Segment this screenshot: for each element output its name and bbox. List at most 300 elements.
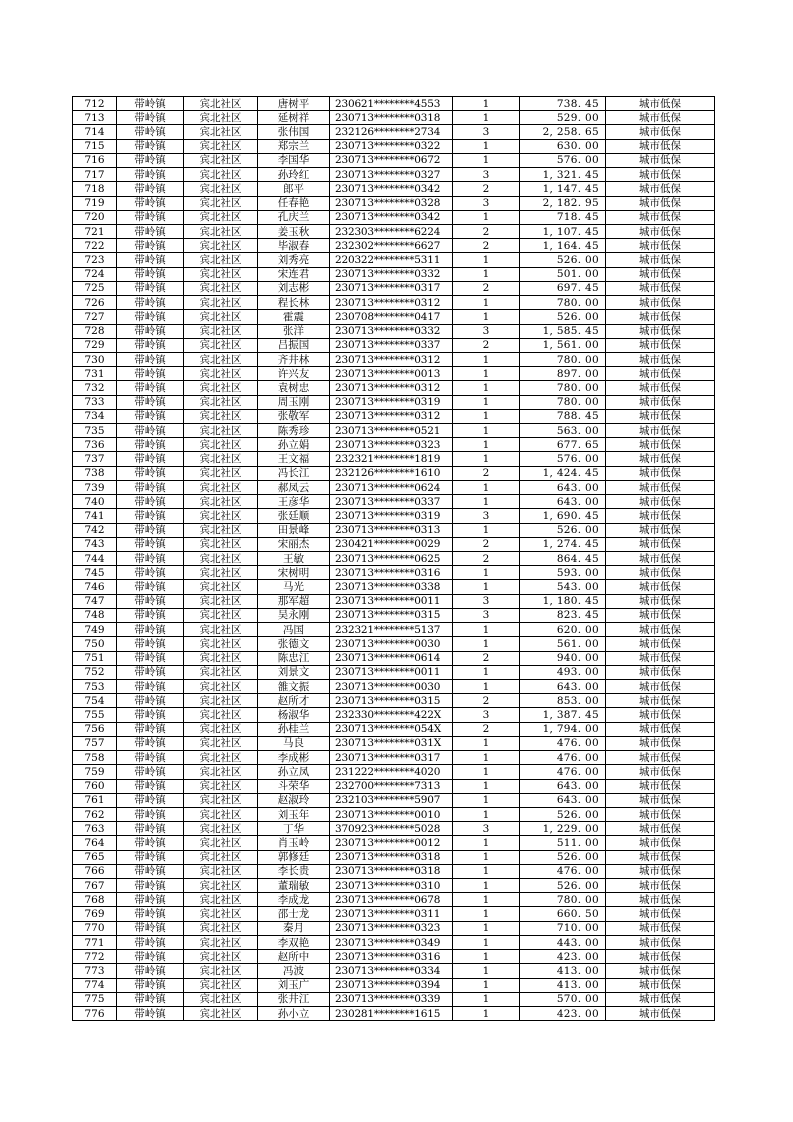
id-number-cell: 230421********0029 bbox=[330, 537, 453, 551]
amount-cell: 643. 00 bbox=[520, 480, 606, 494]
amount-cell: 660. 50 bbox=[520, 907, 606, 921]
assistance-type-cell: 城市低保 bbox=[606, 751, 715, 765]
name-cell: 赵所才 bbox=[258, 694, 330, 708]
id-number-cell: 230713********0672 bbox=[330, 153, 453, 167]
name-cell: 冯波 bbox=[258, 964, 330, 978]
id-number-cell: 230713********0337 bbox=[330, 338, 453, 352]
name-cell: 董瑞敏 bbox=[258, 879, 330, 893]
amount-cell: 413. 00 bbox=[520, 964, 606, 978]
community-cell: 宾北社区 bbox=[184, 111, 258, 125]
community-cell: 宾北社区 bbox=[184, 566, 258, 580]
table-row bbox=[73, 651, 715, 665]
row-number-cell: 748 bbox=[73, 608, 117, 622]
name-cell: 宋树明 bbox=[258, 566, 330, 580]
household-size-cell: 1 bbox=[453, 637, 520, 651]
community-cell: 宾北社区 bbox=[184, 310, 258, 324]
assistance-type-cell: 城市低保 bbox=[606, 210, 715, 224]
row-number-cell: 721 bbox=[73, 224, 117, 238]
row-number-cell: 751 bbox=[73, 651, 117, 665]
table-row bbox=[73, 935, 715, 949]
assistance-type-cell: 城市低保 bbox=[606, 651, 715, 665]
table-row bbox=[73, 793, 715, 807]
assistance-type-cell: 城市低保 bbox=[606, 950, 715, 964]
household-size-cell: 1 bbox=[453, 452, 520, 466]
name-cell: 郎平 bbox=[258, 182, 330, 196]
row-number-cell: 776 bbox=[73, 1007, 117, 1021]
amount-cell: 423. 00 bbox=[520, 950, 606, 964]
community-cell: 宾北社区 bbox=[184, 1007, 258, 1021]
table-row bbox=[73, 594, 715, 608]
name-cell: 杨淑华 bbox=[258, 708, 330, 722]
row-number-cell: 726 bbox=[73, 296, 117, 310]
id-number-cell: 230713********0312 bbox=[330, 409, 453, 423]
id-number-cell: 230713********0317 bbox=[330, 281, 453, 295]
name-cell: 张敬军 bbox=[258, 409, 330, 423]
row-number-cell: 736 bbox=[73, 438, 117, 452]
community-cell: 宾北社区 bbox=[184, 97, 258, 111]
table-row bbox=[73, 608, 715, 622]
row-number-cell: 745 bbox=[73, 566, 117, 580]
id-number-cell: 230713********0317 bbox=[330, 751, 453, 765]
household-size-cell: 1 bbox=[453, 935, 520, 949]
town-cell: 带岭镇 bbox=[117, 793, 184, 807]
community-cell: 宾北社区 bbox=[184, 509, 258, 523]
amount-cell: 526. 00 bbox=[520, 310, 606, 324]
household-size-cell: 2 bbox=[453, 651, 520, 665]
row-number-cell: 741 bbox=[73, 509, 117, 523]
community-cell: 宾北社区 bbox=[184, 537, 258, 551]
assistance-type-cell: 城市低保 bbox=[606, 566, 715, 580]
name-cell: 孙玲红 bbox=[258, 168, 330, 182]
name-cell: 秦月 bbox=[258, 921, 330, 935]
community-cell: 宾北社区 bbox=[184, 637, 258, 651]
id-number-cell: 230713********0338 bbox=[330, 580, 453, 594]
row-number-cell: 718 bbox=[73, 182, 117, 196]
community-cell: 宾北社区 bbox=[184, 239, 258, 253]
amount-cell: 576. 00 bbox=[520, 452, 606, 466]
town-cell: 带岭镇 bbox=[117, 139, 184, 153]
id-number-cell: 230713********0319 bbox=[330, 395, 453, 409]
household-size-cell: 1 bbox=[453, 253, 520, 267]
assistance-type-cell: 城市低保 bbox=[606, 1007, 715, 1021]
table-row bbox=[73, 537, 715, 551]
name-cell: 张伟国 bbox=[258, 125, 330, 139]
assistance-type-cell: 城市低保 bbox=[606, 509, 715, 523]
household-size-cell: 1 bbox=[453, 310, 520, 324]
assistance-type-cell: 城市低保 bbox=[606, 679, 715, 693]
row-number-cell: 734 bbox=[73, 409, 117, 423]
town-cell: 带岭镇 bbox=[117, 409, 184, 423]
town-cell: 带岭镇 bbox=[117, 1007, 184, 1021]
id-number-cell: 370923********5028 bbox=[330, 822, 453, 836]
table-row bbox=[73, 352, 715, 366]
assistance-type-cell: 城市低保 bbox=[606, 978, 715, 992]
table-row bbox=[73, 281, 715, 295]
town-cell: 带岭镇 bbox=[117, 239, 184, 253]
household-size-cell: 3 bbox=[453, 196, 520, 210]
household-size-cell: 1 bbox=[453, 153, 520, 167]
assistance-type-cell: 城市低保 bbox=[606, 935, 715, 949]
id-number-cell: 230713********0328 bbox=[330, 196, 453, 210]
assistance-type-cell: 城市低保 bbox=[606, 523, 715, 537]
community-cell: 宾北社区 bbox=[184, 139, 258, 153]
assistance-type-cell: 城市低保 bbox=[606, 395, 715, 409]
name-cell: 孔庆兰 bbox=[258, 210, 330, 224]
town-cell: 带岭镇 bbox=[117, 594, 184, 608]
table-row bbox=[73, 395, 715, 409]
town-cell: 带岭镇 bbox=[117, 424, 184, 438]
amount-cell: 788. 45 bbox=[520, 409, 606, 423]
id-number-cell: 230713********0678 bbox=[330, 893, 453, 907]
amount-cell: 476. 00 bbox=[520, 751, 606, 765]
row-number-cell: 765 bbox=[73, 850, 117, 864]
assistance-type-cell: 城市低保 bbox=[606, 253, 715, 267]
row-number-cell: 750 bbox=[73, 637, 117, 651]
id-number-cell: 230713********0318 bbox=[330, 864, 453, 878]
town-cell: 带岭镇 bbox=[117, 879, 184, 893]
household-size-cell: 1 bbox=[453, 523, 520, 537]
name-cell: 肖玉岭 bbox=[258, 836, 330, 850]
amount-cell: 643. 00 bbox=[520, 793, 606, 807]
table-row bbox=[73, 907, 715, 921]
household-size-cell: 1 bbox=[453, 296, 520, 310]
community-cell: 宾北社区 bbox=[184, 893, 258, 907]
table-row bbox=[73, 694, 715, 708]
assistance-type-cell: 城市低保 bbox=[606, 424, 715, 438]
household-size-cell: 1 bbox=[453, 751, 520, 765]
community-cell: 宾北社区 bbox=[184, 495, 258, 509]
town-cell: 带岭镇 bbox=[117, 637, 184, 651]
id-number-cell: 232700********7313 bbox=[330, 779, 453, 793]
id-number-cell: 232321********5137 bbox=[330, 623, 453, 637]
town-cell: 带岭镇 bbox=[117, 921, 184, 935]
community-cell: 宾北社区 bbox=[184, 125, 258, 139]
row-number-cell: 774 bbox=[73, 978, 117, 992]
table-row bbox=[73, 253, 715, 267]
table-row bbox=[73, 509, 715, 523]
household-size-cell: 3 bbox=[453, 125, 520, 139]
id-number-cell: 232321********1819 bbox=[330, 452, 453, 466]
assistance-type-cell: 城市低保 bbox=[606, 352, 715, 366]
name-cell: 赵淑玲 bbox=[258, 793, 330, 807]
amount-cell: 1, 274. 45 bbox=[520, 537, 606, 551]
assistance-type-cell: 城市低保 bbox=[606, 893, 715, 907]
community-cell: 宾北社区 bbox=[184, 921, 258, 935]
name-cell: 田景峰 bbox=[258, 523, 330, 537]
community-cell: 宾北社区 bbox=[184, 424, 258, 438]
table-row bbox=[73, 224, 715, 238]
amount-cell: 780. 00 bbox=[520, 893, 606, 907]
name-cell: 丁华 bbox=[258, 822, 330, 836]
name-cell: 孙桂兰 bbox=[258, 722, 330, 736]
table-row bbox=[73, 822, 715, 836]
table-row bbox=[73, 679, 715, 693]
assistance-type-cell: 城市低保 bbox=[606, 822, 715, 836]
community-cell: 宾北社区 bbox=[184, 224, 258, 238]
town-cell: 带岭镇 bbox=[117, 537, 184, 551]
town-cell: 带岭镇 bbox=[117, 267, 184, 281]
household-size-cell: 1 bbox=[453, 139, 520, 153]
name-cell: 王文福 bbox=[258, 452, 330, 466]
amount-cell: 853. 00 bbox=[520, 694, 606, 708]
row-number-cell: 739 bbox=[73, 480, 117, 494]
id-number-cell: 230713********0332 bbox=[330, 267, 453, 281]
table-row bbox=[73, 722, 715, 736]
community-cell: 宾北社区 bbox=[184, 651, 258, 665]
assistance-type-cell: 城市低保 bbox=[606, 637, 715, 651]
row-number-cell: 732 bbox=[73, 381, 117, 395]
community-cell: 宾北社区 bbox=[184, 182, 258, 196]
town-cell: 带岭镇 bbox=[117, 296, 184, 310]
name-cell: 袁树忠 bbox=[258, 381, 330, 395]
amount-cell: 643. 00 bbox=[520, 679, 606, 693]
row-number-cell: 727 bbox=[73, 310, 117, 324]
id-number-cell: 230713********0339 bbox=[330, 992, 453, 1006]
town-cell: 带岭镇 bbox=[117, 310, 184, 324]
community-cell: 宾北社区 bbox=[184, 708, 258, 722]
name-cell: 邵士龙 bbox=[258, 907, 330, 921]
household-size-cell: 1 bbox=[453, 964, 520, 978]
assistance-type-cell: 城市低保 bbox=[606, 239, 715, 253]
id-number-cell: 230713********0012 bbox=[330, 836, 453, 850]
row-number-cell: 767 bbox=[73, 879, 117, 893]
community-cell: 宾北社区 bbox=[184, 267, 258, 281]
id-number-cell: 230713********0316 bbox=[330, 566, 453, 580]
row-number-cell: 714 bbox=[73, 125, 117, 139]
table-body bbox=[73, 97, 715, 1021]
name-cell: 斗荣华 bbox=[258, 779, 330, 793]
table-row bbox=[73, 566, 715, 580]
row-number-cell: 764 bbox=[73, 836, 117, 850]
row-number-cell: 763 bbox=[73, 822, 117, 836]
row-number-cell: 757 bbox=[73, 736, 117, 750]
table-row bbox=[73, 552, 715, 566]
row-number-cell: 735 bbox=[73, 424, 117, 438]
household-size-cell: 1 bbox=[453, 992, 520, 1006]
town-cell: 带岭镇 bbox=[117, 679, 184, 693]
name-cell: 郝凤云 bbox=[258, 480, 330, 494]
row-number-cell: 768 bbox=[73, 893, 117, 907]
amount-cell: 940. 00 bbox=[520, 651, 606, 665]
table-row bbox=[73, 466, 715, 480]
household-size-cell: 1 bbox=[453, 679, 520, 693]
community-cell: 宾北社区 bbox=[184, 452, 258, 466]
row-number-cell: 775 bbox=[73, 992, 117, 1006]
household-size-cell: 2 bbox=[453, 466, 520, 480]
community-cell: 宾北社区 bbox=[184, 793, 258, 807]
assistance-type-cell: 城市低保 bbox=[606, 97, 715, 111]
amount-cell: 511. 00 bbox=[520, 836, 606, 850]
amount-cell: 710. 00 bbox=[520, 921, 606, 935]
community-cell: 宾北社区 bbox=[184, 964, 258, 978]
amount-cell: 780. 00 bbox=[520, 352, 606, 366]
id-number-cell: 230713********0312 bbox=[330, 381, 453, 395]
name-cell: 毕淑春 bbox=[258, 239, 330, 253]
household-size-cell: 3 bbox=[453, 708, 520, 722]
town-cell: 带岭镇 bbox=[117, 224, 184, 238]
town-cell: 带岭镇 bbox=[117, 352, 184, 366]
table-row bbox=[73, 438, 715, 452]
amount-cell: 780. 00 bbox=[520, 296, 606, 310]
household-size-cell: 1 bbox=[453, 893, 520, 907]
household-size-cell: 1 bbox=[453, 793, 520, 807]
name-cell: 任春艳 bbox=[258, 196, 330, 210]
town-cell: 带岭镇 bbox=[117, 168, 184, 182]
amount-cell: 1, 164. 45 bbox=[520, 239, 606, 253]
name-cell: 刘志彬 bbox=[258, 281, 330, 295]
community-cell: 宾北社区 bbox=[184, 736, 258, 750]
household-size-cell: 3 bbox=[453, 822, 520, 836]
household-size-cell: 1 bbox=[453, 907, 520, 921]
id-number-cell: 230713********0625 bbox=[330, 552, 453, 566]
table-row bbox=[73, 168, 715, 182]
id-number-cell: 232330********422X bbox=[330, 708, 453, 722]
id-number-cell: 230713********0030 bbox=[330, 679, 453, 693]
amount-cell: 593. 00 bbox=[520, 566, 606, 580]
id-number-cell: 230713********0394 bbox=[330, 978, 453, 992]
amount-cell: 1, 585. 45 bbox=[520, 324, 606, 338]
table-row bbox=[73, 523, 715, 537]
row-number-cell: 772 bbox=[73, 950, 117, 964]
town-cell: 带岭镇 bbox=[117, 523, 184, 537]
community-cell: 宾北社区 bbox=[184, 623, 258, 637]
amount-cell: 493. 00 bbox=[520, 665, 606, 679]
household-size-cell: 1 bbox=[453, 978, 520, 992]
town-cell: 带岭镇 bbox=[117, 992, 184, 1006]
town-cell: 带岭镇 bbox=[117, 864, 184, 878]
assistance-type-cell: 城市低保 bbox=[606, 879, 715, 893]
assistance-type-cell: 城市低保 bbox=[606, 623, 715, 637]
row-number-cell: 769 bbox=[73, 907, 117, 921]
row-number-cell: 722 bbox=[73, 239, 117, 253]
community-cell: 宾北社区 bbox=[184, 864, 258, 878]
id-number-cell: 230713********0011 bbox=[330, 594, 453, 608]
table-row bbox=[73, 921, 715, 935]
assistance-type-cell: 城市低保 bbox=[606, 466, 715, 480]
row-number-cell: 743 bbox=[73, 537, 117, 551]
table-row bbox=[73, 708, 715, 722]
community-cell: 宾北社区 bbox=[184, 836, 258, 850]
household-size-cell: 3 bbox=[453, 594, 520, 608]
row-number-cell: 717 bbox=[73, 168, 117, 182]
household-size-cell: 1 bbox=[453, 879, 520, 893]
name-cell: 宋连君 bbox=[258, 267, 330, 281]
table-row bbox=[73, 950, 715, 964]
row-number-cell: 746 bbox=[73, 580, 117, 594]
id-number-cell: 230713********0312 bbox=[330, 352, 453, 366]
table-row bbox=[73, 964, 715, 978]
amount-cell: 423. 00 bbox=[520, 1007, 606, 1021]
assistance-type-cell: 城市低保 bbox=[606, 694, 715, 708]
community-cell: 宾北社区 bbox=[184, 395, 258, 409]
table-row bbox=[73, 97, 715, 111]
row-number-cell: 724 bbox=[73, 267, 117, 281]
town-cell: 带岭镇 bbox=[117, 893, 184, 907]
town-cell: 带岭镇 bbox=[117, 281, 184, 295]
assistance-type-cell: 城市低保 bbox=[606, 224, 715, 238]
name-cell: 李成龙 bbox=[258, 893, 330, 907]
relief-roster-table bbox=[72, 96, 715, 1021]
community-cell: 宾北社区 bbox=[184, 466, 258, 480]
community-cell: 宾北社区 bbox=[184, 296, 258, 310]
amount-cell: 526. 00 bbox=[520, 523, 606, 537]
household-size-cell: 1 bbox=[453, 352, 520, 366]
row-number-cell: 733 bbox=[73, 395, 117, 409]
id-number-cell: 230713********031X bbox=[330, 736, 453, 750]
id-number-cell: 232103********5907 bbox=[330, 793, 453, 807]
id-number-cell: 232126********1610 bbox=[330, 466, 453, 480]
amount-cell: 501. 00 bbox=[520, 267, 606, 281]
household-size-cell: 2 bbox=[453, 694, 520, 708]
row-number-cell: 766 bbox=[73, 864, 117, 878]
town-cell: 带岭镇 bbox=[117, 779, 184, 793]
town-cell: 带岭镇 bbox=[117, 324, 184, 338]
name-cell: 李国华 bbox=[258, 153, 330, 167]
amount-cell: 864. 45 bbox=[520, 552, 606, 566]
assistance-type-cell: 城市低保 bbox=[606, 708, 715, 722]
household-size-cell: 1 bbox=[453, 111, 520, 125]
amount-cell: 738. 45 bbox=[520, 97, 606, 111]
town-cell: 带岭镇 bbox=[117, 736, 184, 750]
id-number-cell: 232302********6627 bbox=[330, 239, 453, 253]
id-number-cell: 230713********0327 bbox=[330, 168, 453, 182]
id-number-cell: 230713********0332 bbox=[330, 324, 453, 338]
amount-cell: 630. 00 bbox=[520, 139, 606, 153]
town-cell: 带岭镇 bbox=[117, 651, 184, 665]
household-size-cell: 1 bbox=[453, 580, 520, 594]
household-size-cell: 1 bbox=[453, 921, 520, 935]
amount-cell: 476. 00 bbox=[520, 765, 606, 779]
row-number-cell: 740 bbox=[73, 495, 117, 509]
community-cell: 宾北社区 bbox=[184, 935, 258, 949]
assistance-type-cell: 城市低保 bbox=[606, 864, 715, 878]
name-cell: 刘玉广 bbox=[258, 978, 330, 992]
id-number-cell: 230713********0315 bbox=[330, 608, 453, 622]
household-size-cell: 1 bbox=[453, 1007, 520, 1021]
assistance-type-cell: 城市低保 bbox=[606, 196, 715, 210]
table-row bbox=[73, 807, 715, 821]
town-cell: 带岭镇 bbox=[117, 438, 184, 452]
amount-cell: 413. 00 bbox=[520, 978, 606, 992]
row-number-cell: 723 bbox=[73, 253, 117, 267]
name-cell: 霍震 bbox=[258, 310, 330, 324]
table-row bbox=[73, 864, 715, 878]
town-cell: 带岭镇 bbox=[117, 623, 184, 637]
assistance-type-cell: 城市低保 bbox=[606, 310, 715, 324]
community-cell: 宾北社区 bbox=[184, 679, 258, 693]
id-number-cell: 230713********0521 bbox=[330, 424, 453, 438]
town-cell: 带岭镇 bbox=[117, 566, 184, 580]
amount-cell: 677. 65 bbox=[520, 438, 606, 452]
table-row bbox=[73, 495, 715, 509]
table-row bbox=[73, 111, 715, 125]
row-number-cell: 759 bbox=[73, 765, 117, 779]
community-cell: 宾北社区 bbox=[184, 594, 258, 608]
row-number-cell: 756 bbox=[73, 722, 117, 736]
assistance-type-cell: 城市低保 bbox=[606, 992, 715, 1006]
household-size-cell: 1 bbox=[453, 381, 520, 395]
amount-cell: 823. 45 bbox=[520, 608, 606, 622]
amount-cell: 1, 321. 45 bbox=[520, 168, 606, 182]
id-number-cell: 230713********0318 bbox=[330, 850, 453, 864]
id-number-cell: 230713********0337 bbox=[330, 495, 453, 509]
table-row bbox=[73, 324, 715, 338]
row-number-cell: 758 bbox=[73, 751, 117, 765]
name-cell: 那军超 bbox=[258, 594, 330, 608]
id-number-cell: 230713********0342 bbox=[330, 182, 453, 196]
amount-cell: 1, 180. 45 bbox=[520, 594, 606, 608]
name-cell: 许兴友 bbox=[258, 367, 330, 381]
